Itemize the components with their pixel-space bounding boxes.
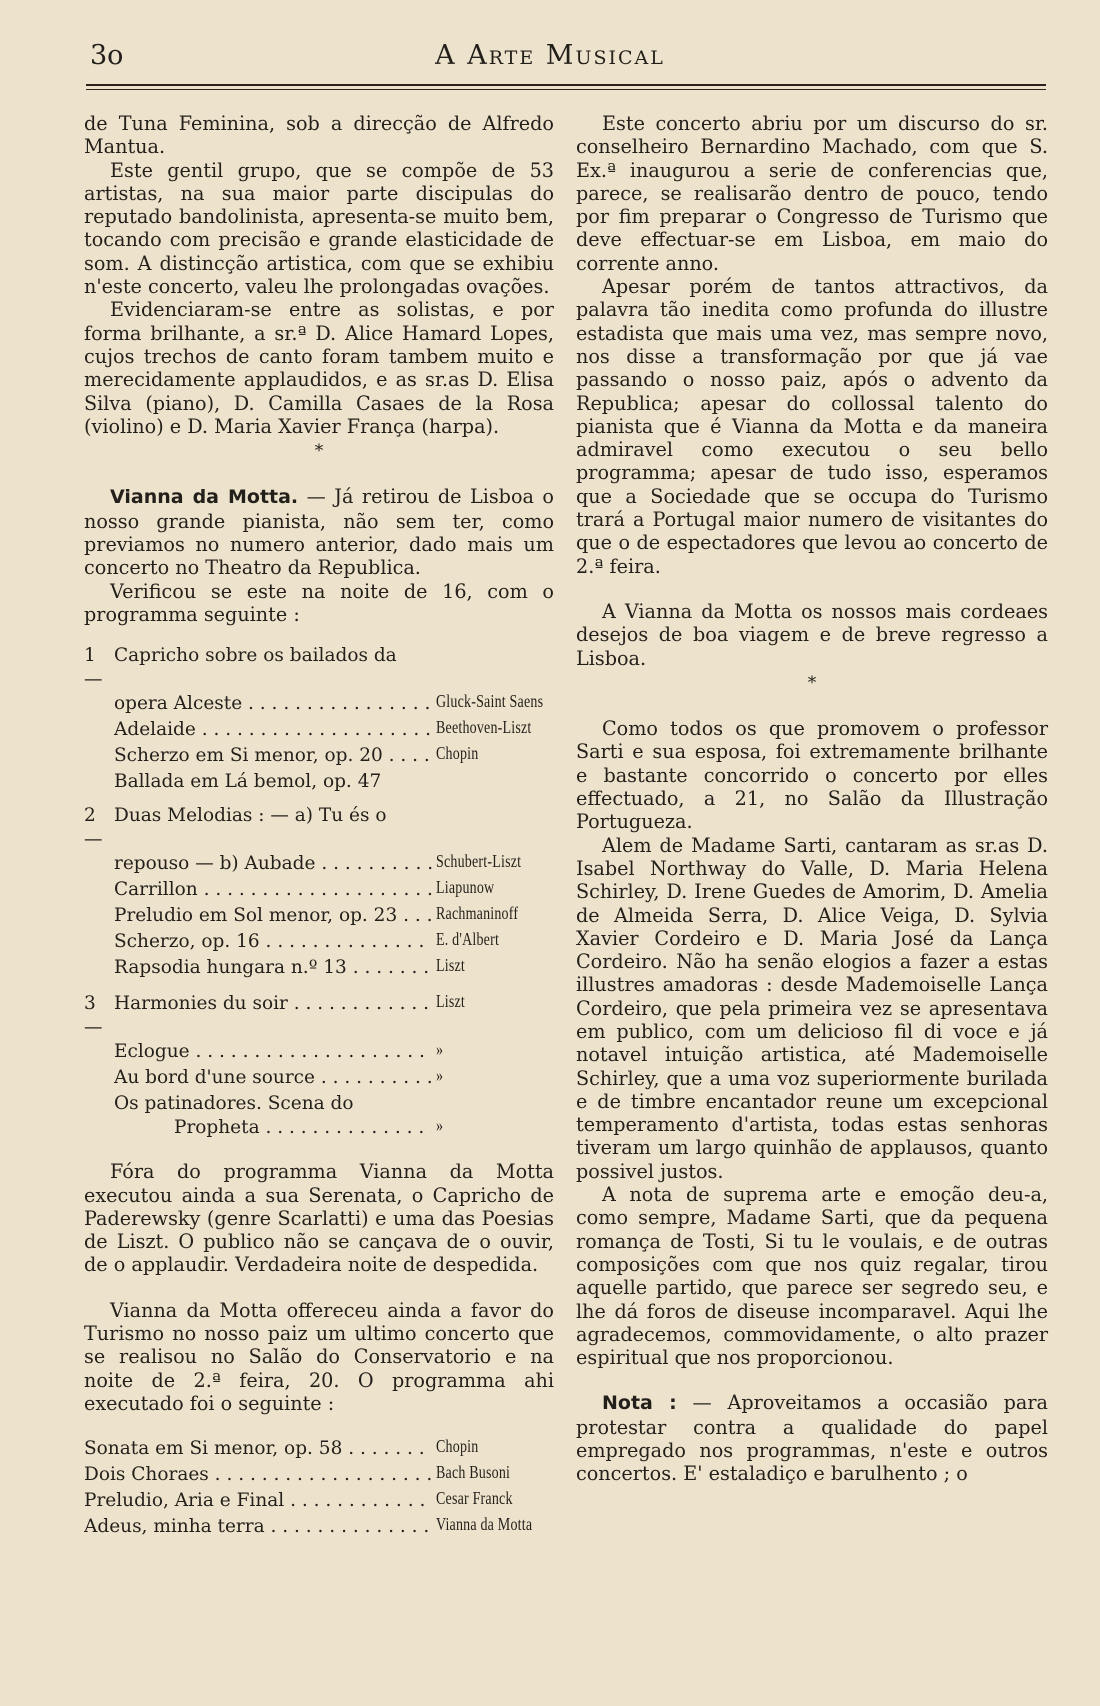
programme-title: Au bord d'une source . . . <box>114 1066 432 1090</box>
header-rule <box>86 84 1046 86</box>
programme-row <box>84 744 554 770</box>
programme-title: Adelaide . . . <box>114 718 432 742</box>
programme-composer: » <box>436 1067 444 1086</box>
programme-composer: Chopin <box>436 745 479 764</box>
programme-number: 3 — <box>84 993 103 1039</box>
programme-composer: Liapunow <box>436 879 495 898</box>
right-column <box>576 112 1048 1486</box>
programme-composer: Bach Busoni <box>436 1464 511 1483</box>
programme-composer: Vianna da Motta <box>436 1516 533 1535</box>
programme-title: opera Alceste . . . <box>114 692 432 716</box>
programme-title: Preludio, Aria e Final . . . <box>84 1489 432 1513</box>
programme-title: Capricho sobre os bailados da <box>114 645 397 667</box>
programme-title: Scherzo em Si menor, op. 20 . . . <box>114 744 432 768</box>
programme-composer: » <box>436 1117 444 1136</box>
paragraph: A nota de suprema arte e emoção deu-a, como sempre, Madame Sarti, que da pequena romança de Tosti, Si tu le voulais, e de outras composições com que nos quiz regalar, tirou aquelle partido, que parece ser segredo seu, e lhe dá foros de diseuse incomparavel. Aqui lhe agradecemos, commovidamente, o alto prazer espiritual que nos proporcionou. <box>576 1183 1048 1370</box>
section-separator-star: * <box>807 672 817 693</box>
header-rule-thin <box>86 89 1046 90</box>
programme-row <box>84 770 554 794</box>
programme-composer: Rachmaninoff <box>436 905 519 924</box>
programme-title: Scherzo, op. 16 . . . <box>114 930 432 954</box>
paragraph: Apesar porém de tantos attractivos, da palavra tão inedita como profunda do illustre estadista que mais uma vez, mas sempre novo, nos disse a transformação por que já vae passando o nosso paiz, após o advento da Republica; apesar do collossal talento do pianista que é Vianna da Motta e da maneira admiravel como executou o seu bello programma; apesar de tudo isso, esperamos que a Sociedade que se occupa do Turismo trará a Portugal maior numero de visitantes do que o de espectadores que levou ao concerto de 2.ª feira. <box>576 275 1048 578</box>
programme-composer: E. d'Albert <box>436 931 500 950</box>
paragraph: Como todos os que promovem o professor Sarti e sua esposa, foi extremamente brilhante e bastante concorrido o concerto por elles effectuado, a 21, no Salão da Illustração Portugueza. <box>576 717 1048 834</box>
programme-composer: Schubert-Liszt <box>436 853 522 872</box>
programme-title: Adeus, minha terra . . . <box>84 1515 432 1539</box>
paragraph: A Vianna da Motta os nossos mais cordeaes desejos de boa viagem e de breve regresso a Lisboa. <box>576 599 1048 670</box>
paragraph <box>576 1391 1048 1485</box>
paragraph: de Tuna Feminina, sob a direcção de Alfredo Mantua. <box>84 112 554 159</box>
concert-programme-second <box>84 1437 554 1541</box>
programme-title: repouso — b) Aubade . . . <box>114 852 432 876</box>
page-number: 3o <box>90 40 124 71</box>
paragraph: Evidenciaram-se entre as solistas, e por forma brilhante, a sr.ª D. Alice Hamard Lopes, cujos trechos de canto foram tambem muito e merecidamente applaudidos, e as sr.as D. Elisa Silva (piano), D. Camilla Casaes de la Rosa (violino) e D. Maria Xavier França (harpa). <box>84 298 554 438</box>
page-header <box>0 0 1100 100</box>
programme-title: Duas Melodias : — a) Tu és o <box>114 805 387 827</box>
programme-row <box>84 992 554 1040</box>
programme-title: Dois Choraes . . . <box>84 1463 432 1487</box>
programme-row <box>84 1066 554 1092</box>
programme-title: Rapsodia hungara n.º 13 . . . <box>114 956 432 980</box>
section-heading: Vianna da Motta. <box>110 486 299 509</box>
paragraph: Vianna da Motta offereceu ainda a favor do Turismo no nosso paiz um ultimo concerto que se realisou no Salão do Conservatorio e na noite de 2.ª feira, 20. O programma ahi executado foi o seguinte : <box>84 1298 554 1415</box>
programme-title: Sonata em Si menor, op. 58 . . . <box>84 1437 432 1461</box>
paragraph: Este concerto abriu por um discurso do sr. conselheiro Bernardino Machado, com que S. Ex.ª inaugurou a serie de conferencias que, parece, se realisarão dentro de pouco, tendo por fim preparar o Congresso de Turismo que deve effectuar-se em Lisboa, em maio do corrente anno. <box>576 112 1048 275</box>
paragraph: Verificou se este na noite de 16, com o programma seguinte : <box>84 579 554 626</box>
programme-row <box>84 1116 554 1142</box>
programme-row <box>84 1515 554 1541</box>
programme-composer: Cesar Franck <box>436 1490 513 1509</box>
paragraph: Este gentil grupo, que se compõe de 53 artistas, na sua maior parte discipulas do reputado bandolinista, apresenta-se muito bem, tocando com precisão e grande elasticidade de som. A distincção artistica, com que se exhibiu n'este concerto, valeu lhe prolongadas ovações. <box>84 158 554 299</box>
programme-title: Harmonies du soir . . . <box>114 992 432 1016</box>
programme-composer: Chopin <box>436 1438 479 1457</box>
section-separator-star: * <box>314 441 324 462</box>
programme-title: Carrillon . . . <box>114 878 432 902</box>
paragraph: Fóra do programma Vianna da Motta executou ainda a sua Serenata, o Capricho de Paderewsky (genre Scarlatti) e uma das Poesias de Liszt. O publico não se cançava de o ouvir, de o applaudir. Verdadeira noite de despedida. <box>84 1160 554 1277</box>
paragraph <box>84 485 554 579</box>
programme-number: 1 — <box>84 645 103 691</box>
programme-title: Os patinadores. Scena do <box>114 1093 354 1115</box>
concert-programme <box>84 644 554 1142</box>
programme-number: 2 — <box>84 805 103 851</box>
programme-composer: » <box>436 1041 444 1060</box>
programme-title: Eclogue . . . <box>114 1040 432 1064</box>
paragraph: Alem de Madame Sarti, cantaram as sr.as D. Isabel Northway do Valle, D. Maria Helena Schirley, D. Irene Guedes de Amorim, D. Amelia de Almeida Serra, D. Alice Veiga, D. Sylvia Xavier Cordeiro e D. Maria José da Lança Cordeiro. Não ha senão elogios a fazer a estas illustres amadoras : desde Mademoiselle Lança Cordeiro, que pela primeira vez se apresentava em publico, com um delicioso fil di voce e já notavel intuição artistica, até Mademoiselle Schirley, que a uma voz superiormente burilada e de timbre encantador reune um excepcional temperamento d'artista, todas estas senhoras tiveram um largo quinhão de applausos, quanto possivel justos. <box>576 833 1048 1183</box>
programme-composer: Liszt <box>436 993 465 1012</box>
programme-row <box>84 644 554 692</box>
nota-heading: Nota : <box>602 1392 677 1415</box>
programme-composer: Liszt <box>436 957 465 976</box>
programme-title: Propheta . . . <box>114 1116 432 1140</box>
programme-row <box>84 804 554 852</box>
programme-title: Preludio em Sol menor, op. 23 . . . <box>114 904 432 928</box>
programme-title: Ballada em Lá bemol, op. 47 <box>114 771 382 793</box>
programme-row <box>84 956 554 982</box>
programme-composer: Beethoven-Liszt <box>436 719 532 738</box>
running-title: A Arte Musical <box>435 40 665 71</box>
paragraph-text: — Aproveitamos a occasião para protestar contra a qualidade do papel empregado nos programmas, n'este e outros concertos. E' estaladiço e barulhento ; o <box>576 1391 1048 1486</box>
programme-composer: Gluck-Saint Saens <box>436 693 544 712</box>
left-column <box>84 112 554 1559</box>
paragraph-text: — Já retirou de Lisboa o nosso grande pianista, não sem ter, como previamos no numero anterior, dado mais um concerto no Theatro da Republica. <box>84 485 554 580</box>
